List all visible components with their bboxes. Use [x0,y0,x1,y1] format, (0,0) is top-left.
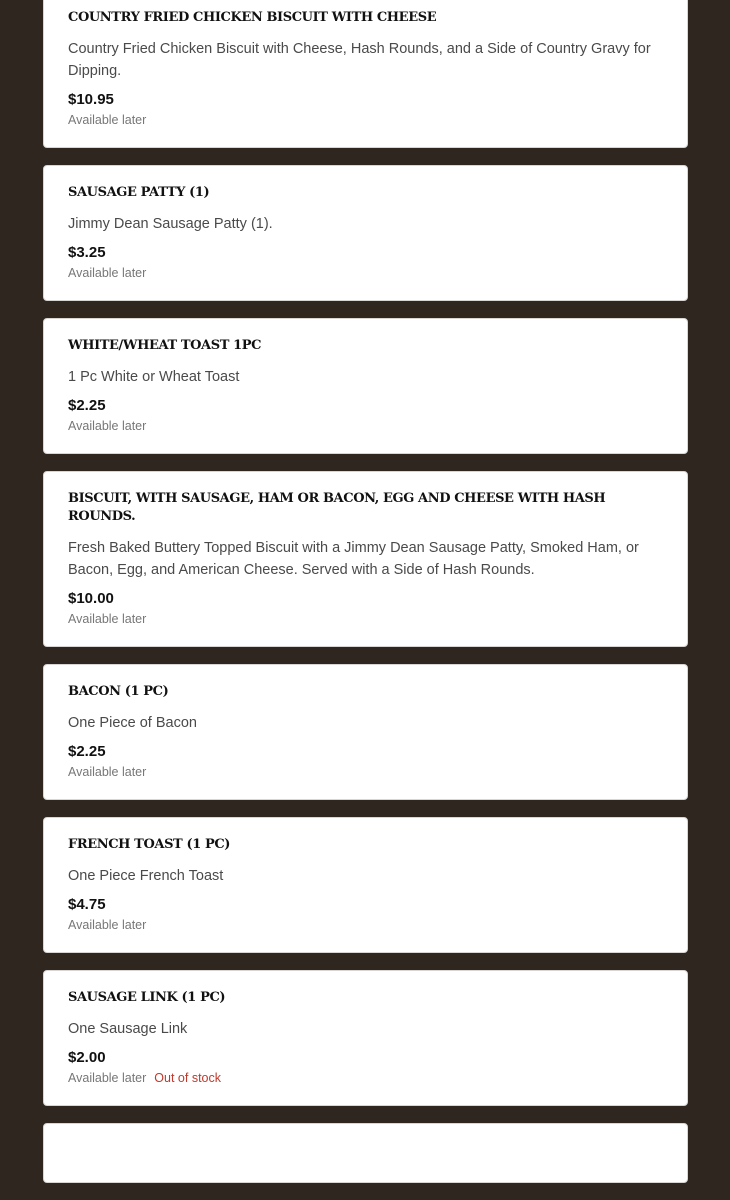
menu-item-meta [68,111,663,129]
menu-item-name: SAUSAGE LINK (1 PC) [68,990,226,1005]
menu-item-price: $2.25 [68,397,106,414]
menu-item-card[interactable] [43,318,688,454]
menu-item-card[interactable] [43,664,688,800]
menu-item-card[interactable] [43,0,688,148]
menu-item-description: Fresh Baked Buttery Topped Biscuit with a Jimmy Dean Sausage Patty, Smoked Ham, or Bacon, Egg, and American Cheese. Served with a Side of Hash Rounds. [68,540,639,578]
menu-item-card[interactable] [43,471,688,647]
menu-item-name: SAUSAGE PATTY (1) [68,185,210,200]
menu-item-description: One Piece of Bacon [68,715,197,731]
menu-item-price: $2.00 [68,1049,106,1066]
menu-item-name: COUNTRY FRIED CHICKEN BISCUIT WITH CHEESE [68,10,437,25]
menu-item-description: One Sausage Link [68,1021,188,1037]
menu-item-meta [68,1069,663,1087]
menu-item-description: Country Fried Chicken Biscuit with Cheese, Hash Rounds, and a Side of Country Gravy for Dipping. [68,41,651,79]
out-of-stock-badge: Out of stock [154,1071,221,1085]
menu-item-price: $4.75 [68,896,106,913]
menu-item-description: 1 Pc White or Wheat Toast [68,369,240,385]
menu-item-name: BISCUIT, WITH SAUSAGE, HAM OR BACON, EGG AND CHEESE WITH HASH ROUNDS. [68,491,606,524]
availability-label: Available later [68,113,147,127]
menu-item-meta [68,417,663,435]
menu-item-name: BACON (1 PC) [68,684,169,699]
menu-item-price: $10.00 [68,590,114,607]
availability-label: Available later [68,918,147,932]
menu-item-description: Jimmy Dean Sausage Patty (1). [68,216,273,232]
menu-item-meta [68,610,663,628]
availability-label: Available later [68,419,147,433]
menu-item-meta [68,763,663,781]
menu-item-card[interactable] [43,970,688,1106]
menu-item-price: $2.25 [68,743,106,760]
menu-item-card[interactable] [43,165,688,301]
menu-item-price: $3.25 [68,244,106,261]
menu-item-list [43,0,688,1200]
menu-item-name: WHITE/WHEAT TOAST 1PC [68,338,262,353]
menu-item-name: FRENCH TOAST (1 PC) [68,837,231,852]
availability-label: Available later [68,266,147,280]
availability-label: Available later [68,1071,147,1085]
menu-item-price: $10.95 [68,91,114,108]
availability-label: Available later [68,612,147,626]
availability-label: Available later [68,765,147,779]
menu-item-description: One Piece French Toast [68,868,224,884]
menu-item-meta [68,916,663,934]
menu-item-card[interactable] [43,1123,688,1183]
menu-item-meta [68,264,663,282]
menu-item-card[interactable] [43,817,688,953]
